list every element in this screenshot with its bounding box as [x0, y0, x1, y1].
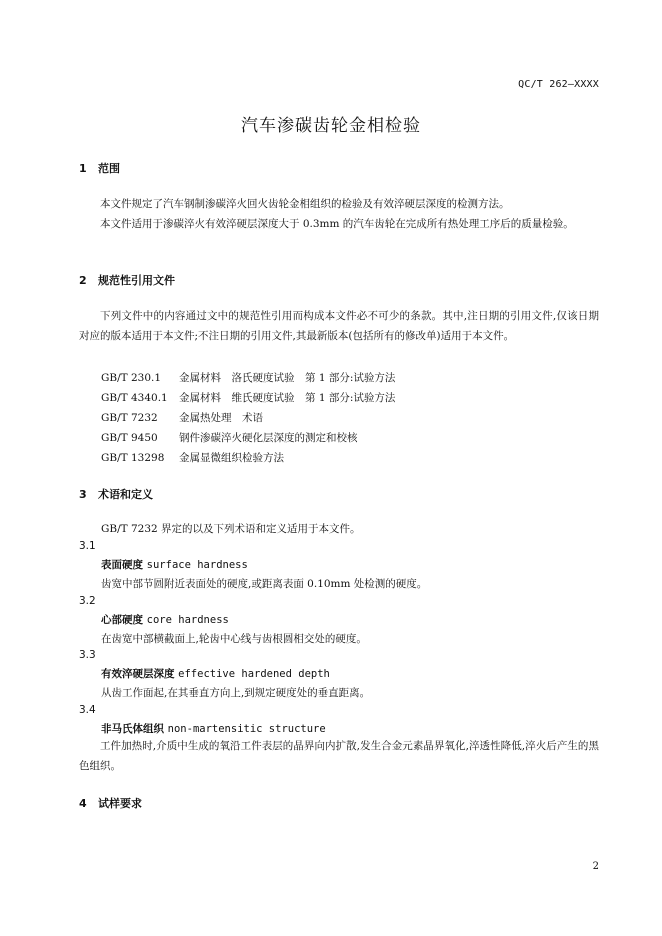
term-definition: 齿宽中部节圆附近表面处的硬度,或距离表面 0.10mm 处检测的硬度。: [101, 578, 428, 590]
reference-title: 金属材料 洛氏硬度试验 第 1 部分:试验方法: [179, 372, 396, 384]
term-heading: [101, 557, 248, 572]
term-zh: 表面硬度: [101, 559, 143, 571]
reference-title: 金属显微组织检验方法: [179, 452, 284, 464]
reference-item: [101, 390, 395, 405]
paragraph: GB/T 7232 界定的以及下列术语和定义适用于本文件。: [101, 523, 361, 535]
term-en: core hardness: [146, 614, 229, 626]
section-number: 4: [79, 797, 87, 810]
term-zh: 非马氏体组织: [101, 723, 164, 735]
reference-code: GB/T 9450: [101, 432, 158, 444]
term-heading: [101, 721, 326, 736]
section-1-heading: [79, 160, 120, 176]
section-number: 3: [79, 488, 87, 501]
term-number: 3.4: [79, 704, 96, 716]
term-en: surface hardness: [146, 559, 248, 571]
reference-code: GB/T 4340.1: [101, 392, 168, 404]
section-number: 2: [79, 274, 87, 287]
term-definition: 工件加热时,介质中生成的氧沿工件表层的晶界向内扩散,发生合金元素晶界氧化,淬透性降低,淬火后产生的黑色组织。: [79, 740, 599, 772]
term-zh: 有效淬硬层深度: [101, 668, 175, 680]
reference-title: 金属材料 维氏硬度试验 第 1 部分:试验方法: [179, 392, 396, 404]
reference-title: 金属热处理 术语: [179, 412, 263, 424]
term-number: 3.3: [79, 649, 96, 661]
reference-item: [101, 410, 263, 425]
page-number: 2: [592, 861, 599, 872]
paragraph: 下列文件中的内容通过文中的规范性引用而构成本文件必不可少的条款。其中,注日期的引用文件,仅该日期对应的版本适用于本文件;不注日期的引用文件,其最新版本(包括所有的修改单)适用于本文件。: [79, 310, 599, 342]
paragraph: 本文件规定了汽车钢制渗碳淬火回火齿轮金相组织的检验及有效淬硬层深度的检测方法。: [100, 198, 510, 210]
section-number: 1: [79, 162, 87, 175]
paragraph: 本文件适用于渗碳淬火有效淬硬层深度大于 0.3mm 的汽车齿轮在完成所有热处理工序后的质量检验。: [100, 218, 574, 230]
section-2-heading: [79, 272, 175, 288]
section-title: 试样要求: [98, 797, 142, 810]
term-heading: [101, 612, 229, 627]
reference-code: GB/T 7232: [101, 412, 158, 424]
reference-code: GB/T 230.1: [101, 372, 162, 384]
term-definition: 在齿宽中部横截面上,轮齿中心线与齿根圆相交处的硬度。: [101, 633, 367, 645]
section-title: 规范性引用文件: [98, 274, 175, 287]
term-number: 3.1: [79, 540, 96, 552]
section-4-heading: [79, 795, 142, 811]
term-heading: [101, 666, 330, 681]
document-title: 汽车渗碳齿轮金相检验: [241, 116, 421, 136]
reference-code: GB/T 13298: [101, 452, 165, 464]
term-zh: 心部硬度: [101, 614, 143, 626]
reference-item: [101, 430, 358, 445]
term-en: non-martensitic structure: [167, 723, 326, 735]
section-title: 范围: [98, 162, 120, 175]
term-definition: 从齿工作面起,在其垂直方向上,到规定硬度处的垂直距离。: [101, 687, 371, 699]
document-code: QC/T 262—XXXX: [518, 79, 599, 90]
section-3-heading: [79, 486, 153, 502]
term-number: 3.2: [79, 595, 96, 607]
reference-item: [101, 370, 395, 385]
reference-item: [101, 450, 284, 465]
term-en: effective hardened depth: [178, 668, 330, 680]
section-title: 术语和定义: [98, 488, 153, 501]
reference-title: 钢件渗碳淬火硬化层深度的测定和校核: [179, 432, 358, 444]
